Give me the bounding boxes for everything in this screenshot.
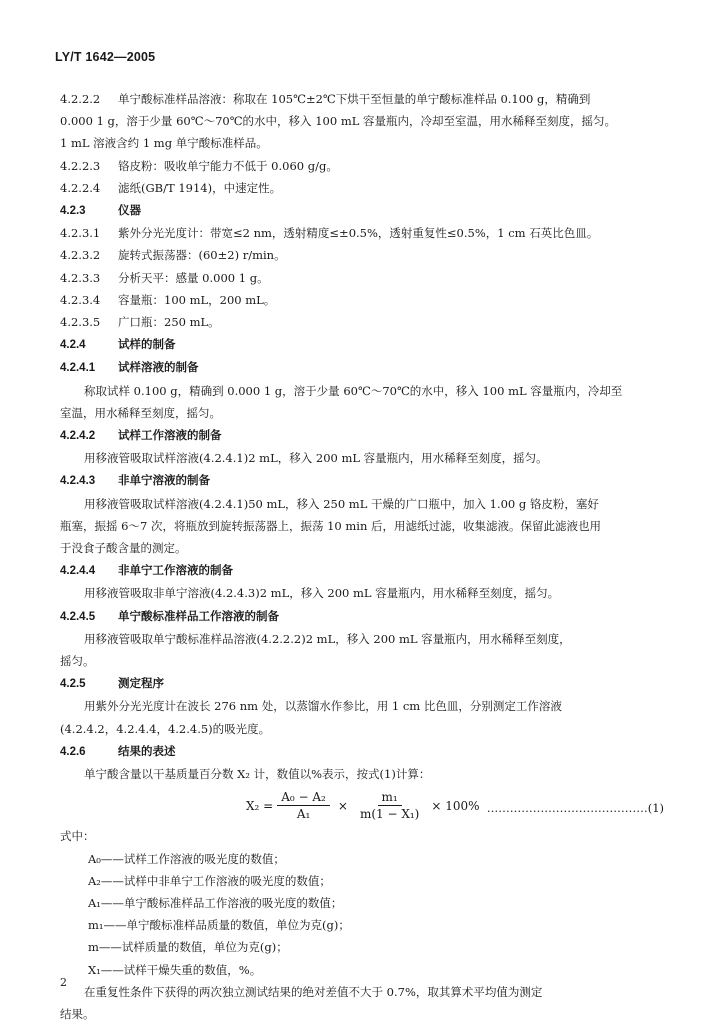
text-line bbox=[60, 311, 672, 333]
clause-number: 4.2.4.4 bbox=[60, 565, 96, 578]
text-line bbox=[60, 402, 672, 424]
clause-text: 容量瓶：100 mL，200 mL。 bbox=[118, 292, 276, 307]
variable-definition: A₀——试样工作溶液的吸光度的数值； bbox=[88, 851, 285, 866]
closing-paragraph bbox=[60, 981, 672, 1025]
variable-definition: A₁——单宁酸标准样品工作溶液的吸光度的数值； bbox=[88, 895, 343, 910]
formula-times: × bbox=[337, 798, 348, 813]
equation-number: ……………………………………(1) bbox=[486, 801, 664, 816]
clause-text: 滤纸(GB/T 1914)，中速定性。 bbox=[118, 180, 282, 195]
clause-text: 紫外分光光度计：带宽≤2 nm，透射精度≤±0.5%，透射重复性≤0.5%，1 cm 石英比色皿。 bbox=[118, 226, 599, 241]
clause-text: 非单宁溶液的制备 bbox=[118, 475, 210, 488]
text-line bbox=[60, 155, 672, 177]
section-heading bbox=[60, 559, 672, 582]
text-line bbox=[60, 582, 672, 604]
section-heading bbox=[60, 199, 672, 222]
text-line bbox=[60, 650, 672, 672]
formula-numerator-1: A₀ − A₂ bbox=[277, 789, 330, 806]
clause-text: 用移液管吸取非单宁溶液(4.2.4.3)2 mL，移入 200 mL 容量瓶内，用水稀释至刻度，摇匀。 bbox=[84, 586, 560, 601]
clause-number: 4.2.2.4 bbox=[60, 180, 101, 195]
text-line bbox=[60, 222, 672, 244]
text-line bbox=[60, 110, 672, 132]
clause-number: 4.2.4.3 bbox=[60, 475, 96, 488]
document-body bbox=[60, 88, 672, 1025]
text-line bbox=[60, 88, 672, 110]
clause-number: 4.2.3.2 bbox=[60, 248, 101, 263]
text-line bbox=[60, 718, 672, 740]
clause-text: 用移液管吸取试样溶液(4.2.4.1)2 mL，移入 200 mL 容量瓶内，用水稀释至刻度，摇匀。 bbox=[84, 451, 548, 466]
formula-fraction-1 bbox=[277, 789, 330, 822]
text-line bbox=[60, 177, 672, 199]
clause-text: 试样溶液的制备 bbox=[118, 362, 199, 375]
clause-text: 广口瓶：250 mL。 bbox=[118, 315, 220, 330]
section-heading bbox=[60, 469, 672, 492]
text-line bbox=[60, 267, 672, 289]
clause-number: 4.2.6 bbox=[60, 745, 86, 758]
text-line bbox=[60, 132, 672, 154]
formula-times-100: × 100% bbox=[431, 798, 480, 813]
clause-number: 4.2.2.3 bbox=[60, 158, 101, 173]
standard-number: LY/T 1642—2005 bbox=[55, 50, 156, 64]
formula-denominator-1: A₁ bbox=[296, 807, 311, 822]
formula-lhs: X₂ = bbox=[246, 798, 274, 813]
section-heading bbox=[60, 740, 672, 763]
section-heading bbox=[60, 605, 672, 628]
text-line bbox=[60, 289, 672, 311]
text-line bbox=[60, 380, 672, 402]
clause-text: 1 mL 溶液含约 1 mg 单宁酸标准样品。 bbox=[60, 136, 268, 151]
variable-definition: A₂——试样中非单宁工作溶液的吸光度的数值； bbox=[88, 873, 331, 888]
variable-definition: m₁——单宁酸标准样品质量的数值，单位为克(g)； bbox=[88, 918, 350, 933]
section-heading bbox=[60, 333, 672, 356]
clause-number: 4.2.3.4 bbox=[60, 292, 101, 307]
clause-number: 4.2.3.3 bbox=[60, 270, 101, 285]
formula-1 bbox=[60, 785, 672, 825]
text-line bbox=[60, 447, 672, 469]
formula-expression bbox=[246, 789, 484, 822]
text-line bbox=[60, 515, 672, 537]
clause-number: 4.2.3.5 bbox=[60, 315, 101, 330]
clause-text: 0.000 1 g，溶于少量 60℃～70℃的水中，移入 100 mL 容量瓶内，冷却至室温，用水稀释至刻度，摇匀。 bbox=[60, 114, 617, 129]
section-heading bbox=[60, 672, 672, 695]
closing-line: 结果。 bbox=[60, 1006, 95, 1021]
definitions-list bbox=[60, 848, 672, 981]
variable-definition: m——试样质量的数值，单位为克(g)； bbox=[88, 940, 288, 955]
clause-text: 用紫外分光光度计在波长 276 nm 处，以蒸馏水作参比，用 1 cm 比色皿，分别测定工作溶液 bbox=[84, 699, 562, 714]
text-line bbox=[60, 695, 672, 717]
text-line bbox=[60, 628, 672, 650]
clause-number: 4.2.5 bbox=[60, 678, 86, 691]
section-heading bbox=[60, 356, 672, 379]
text-line bbox=[60, 537, 672, 559]
clause-text: 旋转式振荡器：(60±2) r/min。 bbox=[118, 248, 286, 263]
clause-text: 单宁酸标准样品工作溶液的制备 bbox=[118, 610, 279, 623]
text-line bbox=[60, 244, 672, 266]
clause-number: 4.2.2.2 bbox=[60, 92, 101, 106]
clause-text: 单宁酸标准样品溶液：称取在 105℃±2℃下烘干至恒量的单宁酸标准样品 0.100 g，精确到 bbox=[118, 92, 591, 106]
clause-text: 摇匀。 bbox=[60, 654, 95, 669]
where-label: 式中： bbox=[60, 829, 95, 844]
clause-number: 4.2.4.5 bbox=[60, 610, 96, 623]
formula-numerator-2: m₁ bbox=[378, 789, 402, 806]
clause-text: 单宁酸含量以干基质量百分数 X₂ 计，数值以%表示，按式(1)计算： bbox=[84, 767, 431, 782]
clause-number: 4.2.4.2 bbox=[60, 430, 96, 443]
clause-text: 仪器 bbox=[118, 205, 141, 218]
section-heading bbox=[60, 424, 672, 447]
clause-text: (4.2.4.2，4.2.4.4，4.2.4.5)的吸光度。 bbox=[60, 721, 271, 736]
closing-line: 在重复性条件下获得的两次独立测试结果的绝对差值不大于 0.7%，取其算术平均值为测定 bbox=[84, 984, 543, 999]
clause-text: 试样的制备 bbox=[118, 339, 176, 352]
clause-number: 4.2.4.1 bbox=[60, 362, 96, 375]
text-line bbox=[60, 763, 672, 785]
text-line bbox=[60, 493, 672, 515]
variable-definition: X₁——试样干燥失重的数值，%。 bbox=[88, 962, 262, 977]
clause-text: 铬皮粉：吸收单宁能力不低于 0.060 g/g。 bbox=[118, 158, 338, 173]
clause-number: 4.2.4 bbox=[60, 339, 86, 352]
clause-number: 4.2.3.1 bbox=[60, 226, 101, 241]
clause-text: 用移液管吸取试样溶液(4.2.4.1)50 mL，移入 250 mL 干燥的广口瓶中，加入 1.00 g 铬皮粉，塞好 bbox=[84, 496, 599, 511]
clause-text: 用移液管吸取单宁酸标准样品溶液(4.2.2.2)2 mL，移入 200 mL 容量瓶内，用水稀释至刻度， bbox=[84, 631, 571, 646]
formula-fraction-2 bbox=[356, 789, 423, 822]
page-number: 2 bbox=[60, 976, 67, 989]
text-lines bbox=[60, 88, 672, 785]
clause-number: 4.2.3 bbox=[60, 205, 86, 218]
formula-denominator-2: m(1 − X₁) bbox=[359, 807, 420, 822]
clause-text: 于没食子酸含量的测定。 bbox=[60, 541, 187, 556]
clause-text: 室温，用水稀释至刻度，摇匀。 bbox=[60, 405, 221, 420]
clause-text: 称取试样 0.100 g，精确到 0.000 1 g，溶于少量 60℃～70℃的水中，移入 100 mL 容量瓶内，冷却至 bbox=[84, 383, 623, 398]
clause-text: 结果的表述 bbox=[118, 745, 176, 758]
clause-text: 测定程序 bbox=[118, 678, 164, 691]
clause-text: 非单宁工作溶液的制备 bbox=[118, 565, 233, 578]
clause-text: 试样工作溶液的制备 bbox=[118, 430, 222, 443]
clause-text: 瓶塞，振摇 6～7 次，将瓶放到旋转振荡器上，振荡 10 min 后，用滤纸过滤，收集滤液。保留此滤液也用 bbox=[60, 518, 602, 533]
clause-text: 分析天平：感量 0.000 1 g。 bbox=[118, 270, 269, 285]
